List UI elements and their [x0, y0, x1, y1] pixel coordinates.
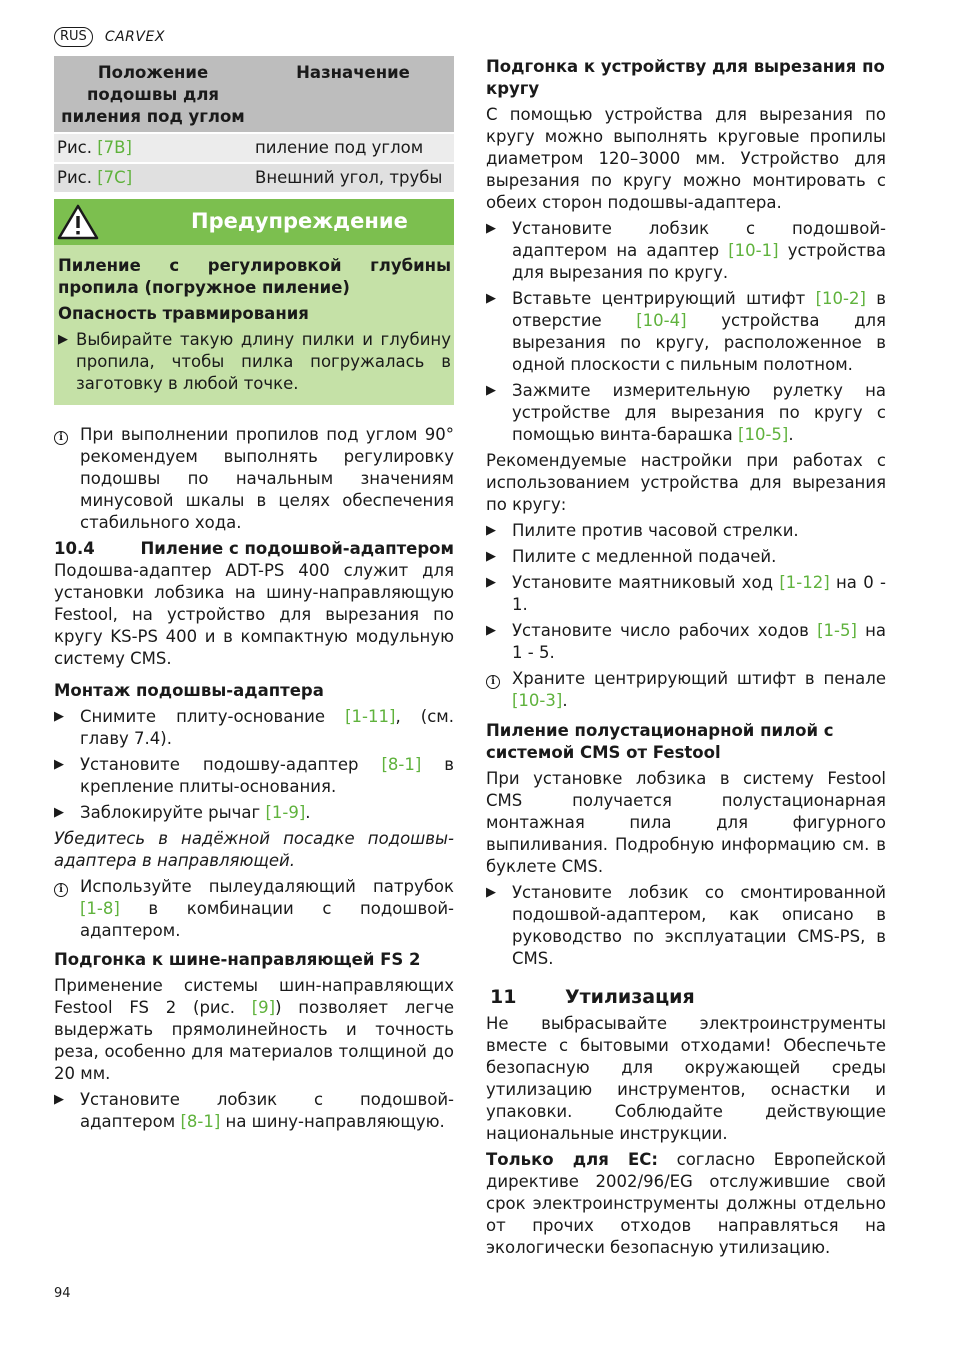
language-badge: RUS — [54, 27, 93, 47]
table-row — [54, 133, 454, 163]
bullet-arrow-icon: ▶ — [486, 885, 496, 900]
list-item: Установите лобзик со смонтированной подошвой-адаптером, как описано в руководство по эксплуатации CMS-PS, в CMS. — [512, 883, 886, 968]
list-item: Установите лобзик с подошвой-адаптером на адаптер [10-1] устройства для вырезания по кругу. — [512, 219, 886, 282]
fig-label: Рис. — [57, 168, 98, 187]
bullet-arrow-icon: ▶ — [486, 291, 496, 306]
bullet-arrow-icon: ▶ — [486, 221, 496, 236]
page-number: 94 — [54, 1286, 71, 1301]
bullet-arrow-icon: ▶ — [486, 383, 496, 398]
bullet-arrow-icon: ▶ — [54, 709, 64, 724]
list-item: Заблокируйте рычаг [1-9]. — [80, 803, 311, 822]
bullet-arrow-icon: ▶ — [54, 1092, 64, 1107]
list-item: Вставьте центрирующий штифт [10-2] в отверстие [10-4] устройства для вырезания по кругу, расположенное в одной плоскости с пильным полотном. — [512, 289, 886, 374]
info-icon: i — [54, 883, 68, 897]
info-icon: i — [54, 431, 68, 445]
bullet-arrow-icon: ▶ — [58, 332, 68, 347]
bullet-arrow-icon: ▶ — [486, 575, 496, 590]
bullet-arrow-icon: ▶ — [486, 523, 496, 538]
subheading-mount: Монтаж подошвы-адаптера — [54, 681, 324, 700]
list-item: Снимите плиту-основание [1-11], (см. главу 7.4). — [80, 707, 454, 748]
table-cell-purpose: пиление под углом — [252, 133, 454, 163]
list-item: Пилите с медленной подачей. — [512, 547, 777, 566]
eu-text: Только для ЕС: согласно Европейской директиве 2002/96/EG отслужившие свой срок электроинструменты должны отдельно от прочих отходов направляться на экологически безопасную утилизацию. — [486, 1150, 886, 1257]
cms-text: При установке лобзика в систему Festool CMS получается полустационарная монтажная пила для фигурного выпиливания. Подробную информацию см. в буклете CMS. — [486, 769, 886, 876]
warning-heading: Пиление с регулировкой глубины пропила (погружное пиление) — [58, 256, 451, 297]
list-item: Зажмите измерительную рулетку на устройстве для вырезания по кругу с помощью винта-барашка [10-5]. — [512, 381, 886, 444]
list-item: Установите число рабочих ходов [1-5] на 1 - 5. — [512, 621, 886, 662]
bullet-arrow-icon: ▶ — [54, 757, 64, 772]
list-item: Пилите против часовой стрелки. — [512, 521, 799, 540]
disposal-text: Не выбрасывайте электроинструменты вместе с бытовыми отходами! Обеспечьте безопасную для окружающей среды утилизацию инструментов, оснастки и упаковки. Соблюдайте действующие национальные инструкции. — [486, 1014, 886, 1143]
fs2-text: Применение системы шин-направляющих Festool FS 2 (рис. [9]) позволяет легче выдержать прямолинейность и точность реза, особенно для материалов толщиной до 20 мм. — [54, 976, 455, 1083]
info-note: Храните центрирующий штифт в пенале [10-3]. — [512, 669, 886, 710]
info-note: Используйте пылеудаляющий патрубок [1-8] в комбинации с подошвой-адаптером. — [80, 877, 454, 940]
fig-ref: [7C] — [97, 168, 133, 187]
table-row — [54, 163, 454, 192]
angle-table — [54, 56, 454, 192]
warning-body — [54, 245, 454, 405]
circle-text: С помощью устройства для вырезания по кругу можно выполнять круговые пропилы диаметром 120–3000 мм. Устройство для вырезания по кругу можно монтировать с обеих сторон подошвы-адаптера. — [486, 105, 886, 212]
warning-title: Предупреждение — [191, 209, 408, 233]
section-number: 11 — [490, 986, 517, 1008]
section-heading-10-4 — [54, 538, 454, 560]
warning-triangle-icon — [57, 204, 99, 240]
fig-ref: [7B] — [97, 138, 132, 157]
info-icon: i — [486, 675, 500, 689]
warning-danger: Опасность травмирования — [58, 304, 309, 323]
brand-name: CARVEX — [104, 29, 165, 45]
warning-item: Выбирайте такую длину пилки и глубину пропила, чтобы пилка погружалась в заготовку в любой точке. — [76, 330, 451, 393]
warning-box — [54, 199, 454, 405]
list-item: Установите маятниковый ход [1-12] на 0 - 1. — [512, 573, 886, 614]
list-item: Установите подошву-адаптер [8-1] в крепление плиты-основания. — [80, 755, 454, 796]
recommend-text: Рекомендуемые настройки при работах с использованием устройства для вырезания по кругу: — [486, 451, 886, 514]
subheading-circle: Подгонка к устройству для вырезания по кругу — [486, 57, 885, 98]
page-header — [54, 26, 165, 48]
left-column — [54, 56, 454, 1133]
subheading-fs2: Подгонка к шине-направляющей FS 2 — [54, 950, 421, 969]
section-text: Подошва-адаптер ADT-PS 400 служит для установки лобзика на шину-направляющую Festool, на устройство для вырезания по кругу KS-PS 400 и в компактную модульную систему CMS. — [54, 561, 454, 668]
italic-note: Убедитесь в надёжной посадке подошвы-адаптера в направляющей. — [54, 829, 454, 870]
section-number: 10.4 — [54, 539, 95, 558]
section-heading-11 — [486, 985, 886, 1009]
table-header-purpose: Назначение — [252, 56, 454, 133]
section-title: Утилизация — [565, 986, 695, 1008]
warning-header — [54, 199, 454, 245]
subheading-cms: Пиление полустационарной пилой с системой CMS от Festool — [486, 721, 834, 762]
section-title: Пиление с подошвой-адаптером — [140, 539, 454, 558]
right-column — [486, 56, 886, 1259]
bullet-arrow-icon: ▶ — [486, 623, 496, 638]
table-header-position: Положение подошвы для пиления под углом — [54, 56, 252, 133]
table-cell-purpose: Внешний угол, трубы — [252, 163, 454, 192]
info-note: При выполнении пропилов под углом 90° рекомендуем выполнять регулировку подошвы по начальным значениям минусовой шкалы в целях обеспечения стабильного хода. — [80, 425, 454, 532]
list-item: Установите лобзик с подошвой-адаптером [8-1] на шину-направляющую. — [80, 1090, 454, 1131]
fig-label: Рис. — [57, 138, 98, 157]
bullet-arrow-icon: ▶ — [54, 805, 64, 820]
bullet-arrow-icon: ▶ — [486, 549, 496, 564]
